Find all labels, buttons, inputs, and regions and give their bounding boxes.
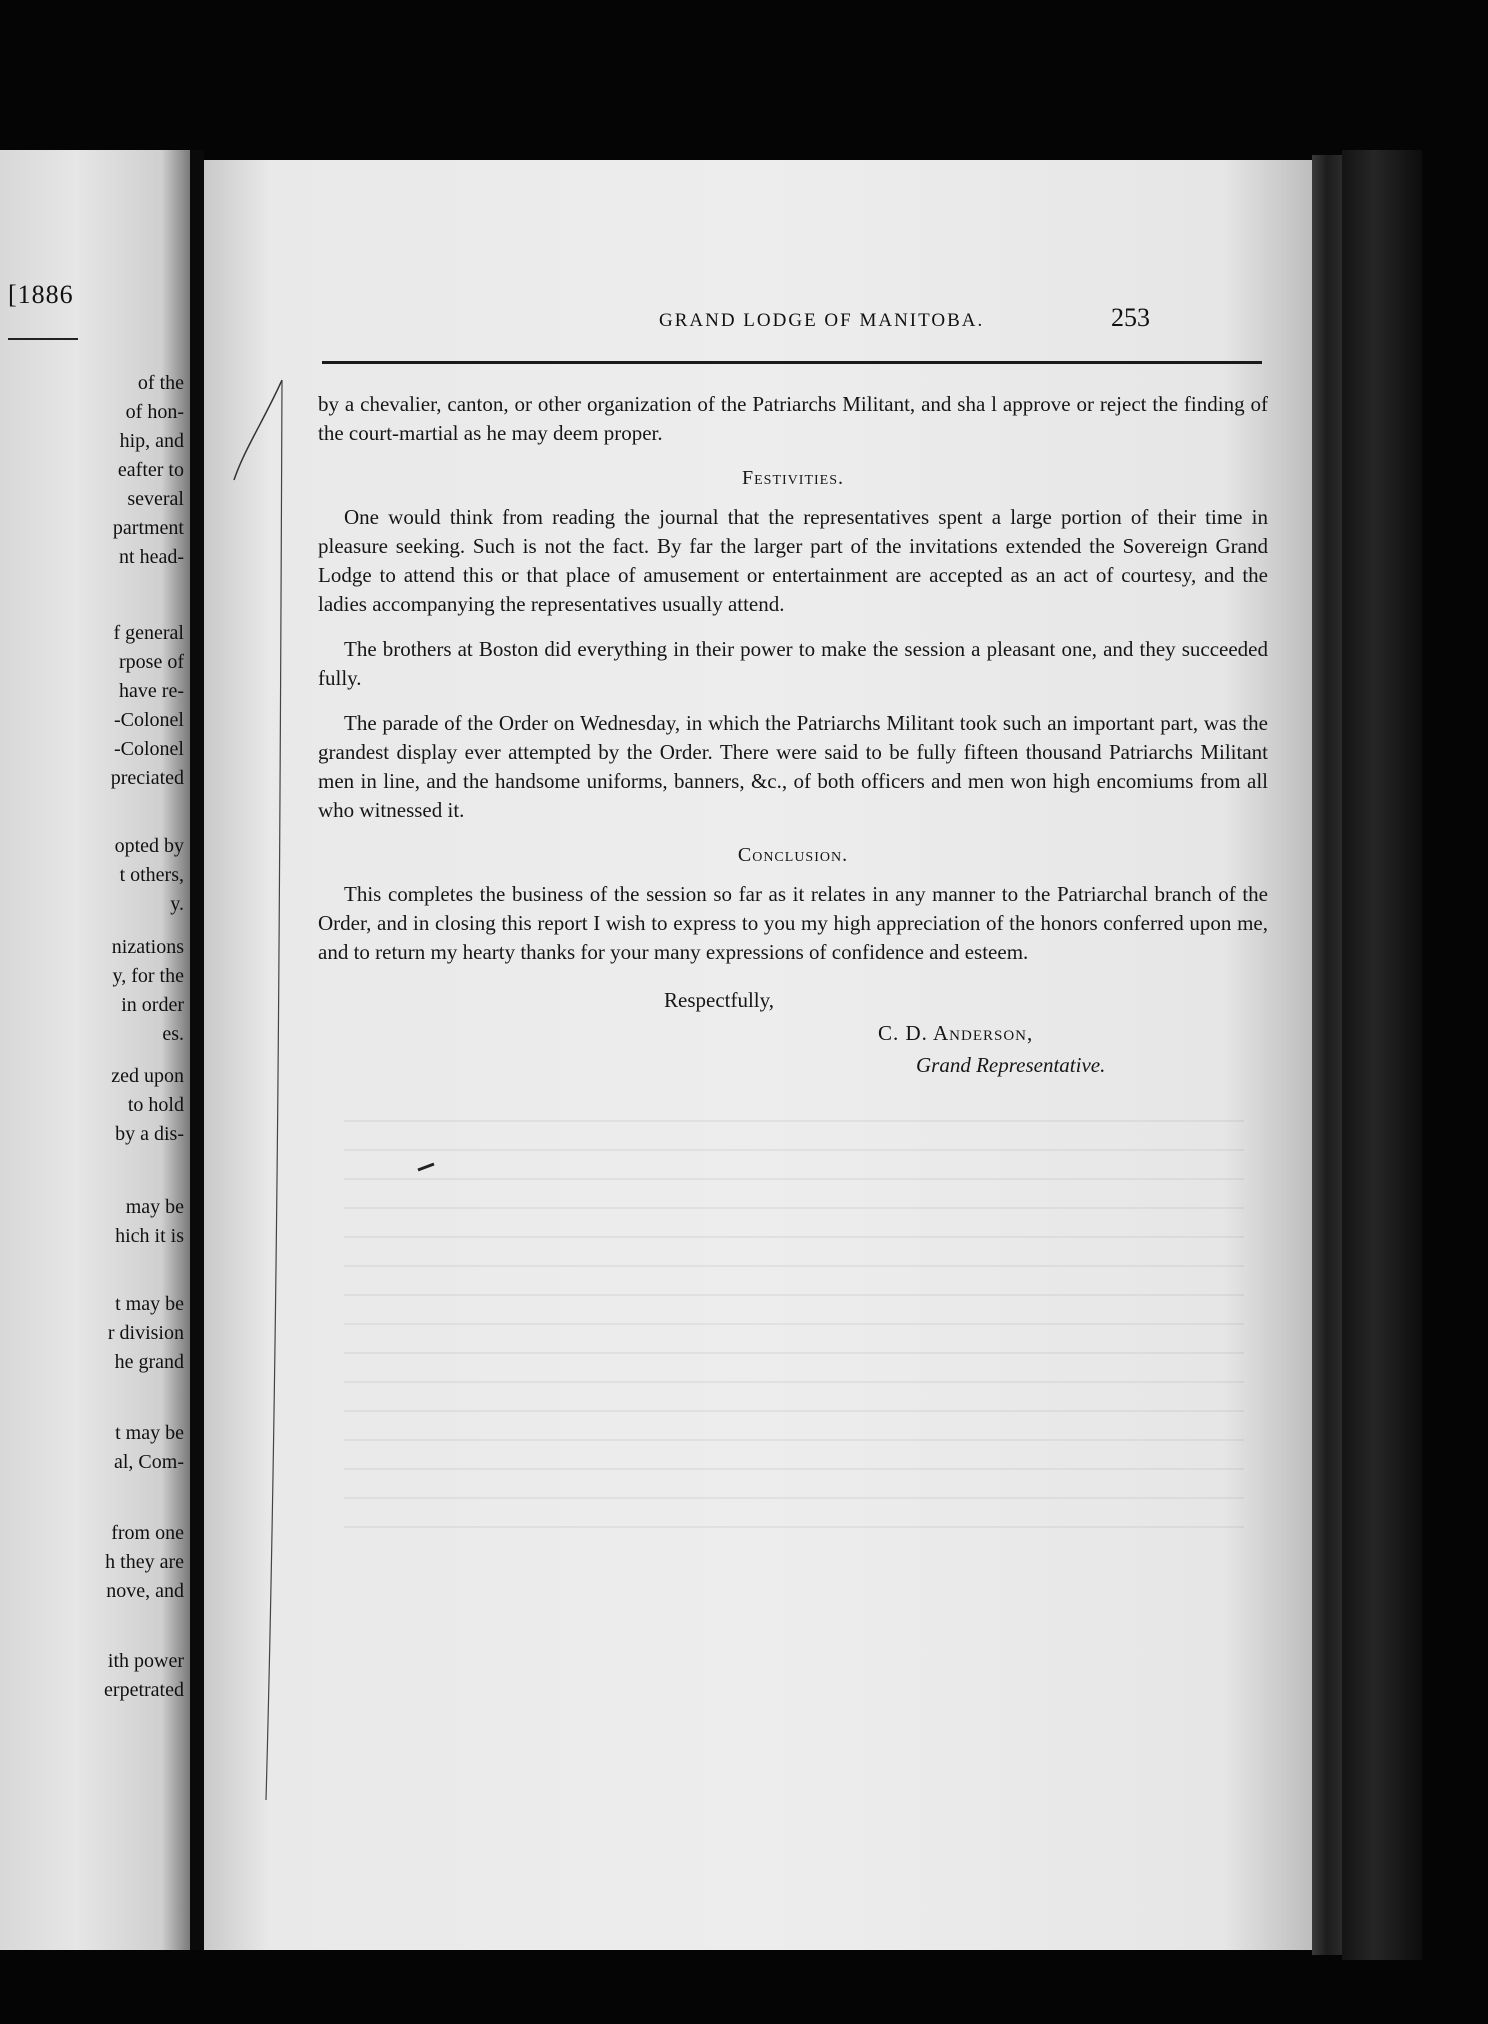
left-page-fragment: several <box>127 488 184 510</box>
left-page-fragment: h they are <box>105 1551 184 1573</box>
header-rule <box>322 361 1262 364</box>
page-number: 253 <box>1111 303 1150 332</box>
continuation-paragraph: by a chevalier, canton, or other organization of the Patriarchs Militant, and sha l approve or reject the finding of the court-martial as he may deem proper. <box>318 392 1268 445</box>
left-page-fragment: he grand <box>114 1351 184 1373</box>
paragraph-festivities-1: One would think from reading the journal that the representatives spent a large portion of their time in pleasure seeking. Such is not the fact. By far the larger part of the invitations extended the Sovereign Grand Lodge to attend this or that place of amusement or entertainment are accepted as an act of courtesy, and the ladies accompanying the representatives usually attend. <box>318 505 1268 616</box>
left-page-fragment: of the <box>137 372 184 394</box>
signer-title: Grand Representative. <box>916 1053 1106 1077</box>
bleed-through-text <box>344 1120 1244 1540</box>
left-page-fragment: f general <box>113 622 184 644</box>
left-page-fragment: y, for the <box>112 965 184 987</box>
left-page-fragment: es. <box>162 1023 184 1045</box>
left-page-fragment: hich it is <box>115 1225 184 1247</box>
left-page-fragment: r division <box>107 1322 184 1344</box>
left-page-fragment: hip, and <box>119 430 184 452</box>
left-page-fragment: of hon- <box>125 401 184 423</box>
left-page-fragment: ith power <box>107 1650 184 1672</box>
left-page-fragment: opted by <box>114 835 184 857</box>
left-page-fragment: -Colonel <box>114 738 184 760</box>
left-page-fragment: al, Com- <box>114 1451 184 1473</box>
running-head: GRAND LODGE OF MANITOBA. <box>659 310 985 331</box>
left-page-fragment: t others, <box>119 864 184 886</box>
left-page-fragment: may be <box>125 1196 184 1218</box>
left-page-fragment: eafter to <box>117 459 184 481</box>
binding-gutter <box>190 150 204 1950</box>
paragraph-festivities-3: The parade of the Order on Wednesday, in which the Patriarchs Militant took such an important part, was the grandest display ever attempted by the Order. There were said to be fully fifteen thousand Patriarchs Militant men in line, and the handsome uniforms, banners, &c., of both officers and men won high encomiums from all who witnessed it. <box>318 711 1268 822</box>
left-page-fragment: in order <box>121 994 184 1016</box>
left-page-fragment: y. <box>170 893 184 915</box>
left-page-fragment: preciated <box>110 767 184 789</box>
section-heading-festivities: Festivities. <box>742 467 844 489</box>
left-page-fragment: t may be <box>115 1422 184 1444</box>
left-page-fragment: nizations <box>111 936 184 958</box>
left-page-fragment: -Colonel <box>114 709 184 731</box>
left-page-fragment: zed upon <box>111 1065 184 1087</box>
page-body <box>318 390 1268 1081</box>
left-page-fragment: nt head- <box>119 546 184 568</box>
signer-name: C. D. Anderson, <box>878 1021 1034 1045</box>
left-page-fragment: erpetrated <box>104 1679 184 1701</box>
left-page-fragment: nove, and <box>106 1580 184 1602</box>
left-page-fragment: by a dis- <box>115 1123 184 1145</box>
left-page-fragment: from one <box>111 1522 184 1544</box>
left-page-rule <box>8 338 78 340</box>
page-stack-edge <box>1342 150 1422 1960</box>
left-page-fragment: t may be <box>115 1293 184 1315</box>
left-page-fragment: have re- <box>119 680 184 702</box>
paragraph-conclusion: This completes the business of the session so far as it relates in any manner to the Patriarchal branch of the Order, and in closing this report I wish to express to you my high appreciation of the honors conferred upon me, and to return my hearty thanks for your many expressions of confidence and esteem. <box>318 882 1268 964</box>
page-edge <box>1312 155 1342 1955</box>
left-page-fragment: rpose of <box>119 651 184 673</box>
paragraph-festivities-2: The brothers at Boston did everything in their power to make the session a pleasant one, and they succeeded fully. <box>318 637 1268 690</box>
left-page-fragment: partment <box>112 517 184 539</box>
left-page-fragment: to hold <box>127 1094 184 1116</box>
section-heading-conclusion: Conclusion. <box>737 844 849 866</box>
closing-salutation: Respectfully, <box>664 988 775 1012</box>
left-page-year: [1886 <box>8 280 74 309</box>
left-facing-page <box>0 150 190 1950</box>
right-page <box>204 160 1312 1950</box>
